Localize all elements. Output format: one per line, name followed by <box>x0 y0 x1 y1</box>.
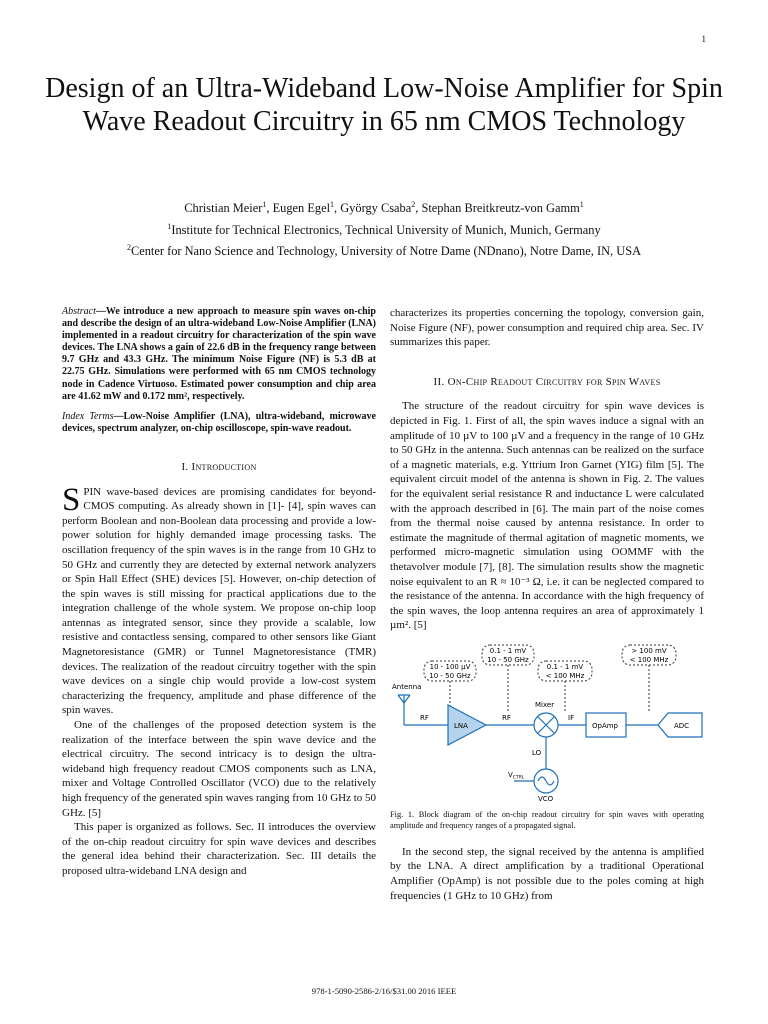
vctrl-label: $V_{CTRL}$ <box>508 770 525 781</box>
range-label: 0.1 - 1 mV <box>489 646 527 655</box>
author-block <box>40 196 728 261</box>
page-number: 1 <box>701 34 706 44</box>
author-name: Eugen Egel <box>272 201 331 216</box>
author-line: Christian Meier$^1$, Eugen Egel$^1$, György Csaba$^2$, Stephan Breitkreutz-von Gamm$^1$ <box>184 200 584 216</box>
paragraph: In the second step, the signal received by the antenna is amplified by the LNA. A direct amplification by a traditional Operational Amplifier (OpAmp) is not possible due to the poles coming at high frequencies (1 GHz to 10 GHz) from <box>390 845 704 902</box>
figure-caption: Fig. 1. Block diagram of the on-chip readout circuitry for spin waves with operating amplitude and frequency ranges of a propagated signal. <box>390 809 704 830</box>
right-column <box>390 306 704 903</box>
lna-label: LNA <box>454 721 468 730</box>
paragraph: One of the challenges of the proposed detection system is the realization of the interface between the spin wave device and the electrical circuitry. The second intricacy is to design the ultra-wideband high frequency readout CMOS components such as LNA, mixer and Voltage Controlled Oscillator (VCO) due to the relatively high frequency of the generated spin waves ranging from 10 GHz to 50 GHz. [5] <box>62 719 377 819</box>
section-heading: II. On-Chip Readout Circuitry for Spin Waves <box>433 375 661 388</box>
block-diagram <box>390 643 704 803</box>
mixer-label: Mixer <box>535 700 555 709</box>
rf-label: RF <box>420 713 429 722</box>
abstract: Abstract—We introduce a new approach to measure spin waves on-chip and describe the design of an ultra-wideband Low-Noise Amplifier (LNA) implemented in a readout circuitry for characterization of the spin wave devices. The LNA shows a gain of 22.6 dB in the frequency range between 9.7 GHz and 43.3 GHz. The minimum Noise Figure (NF) is 5.3 dB at 22.75 GHz. Simulations were performed with 65 nm CMOS technology node in Cadence Virtuoso. Estimated power consumption and chip area are 41.62 mW and 0.172 mm², respectively. <box>62 306 376 402</box>
drop-cap: S <box>62 481 81 518</box>
paragraph: characterizes its properties concerning the topology, conversion gain, Noise Figure (NF), power consumption and required chip area. Sec. IV summarizes this paper. <box>390 307 704 349</box>
copyright-footer: 978-1-5090-2586-2/16/$31.00 2016 IEEE <box>311 986 457 996</box>
author-name: Christian Meier <box>184 201 263 216</box>
range-label: 0.1 - 1 mV <box>546 662 584 671</box>
affiliation-2: $^2$Center for Nano Science and Technology, University of Notre Dame (NDnano), Notre Dame, IN, USA <box>126 243 642 259</box>
range-label: 10 - 100 µV <box>429 662 471 671</box>
vco-label: VCO <box>538 794 554 803</box>
paragraph: The structure of the readout circuitry for spin wave devices is depicted in Fig. 1. First of all, the spin waves induce a signal with an amplitude of 10 µV to 100 µV and a frequency in the range of 10 GHz to 50 GHz in the antenna. Such antennas can be realized on the surface of a magnetic materials, e.g. Yttrium Iron Garnet (YIG) film [5]. The equivalent circuit model of the antenna is shown in Fig. 2. The values for the equivalent serial resistance R and inductance L were calculated with the approach described in [6]. The main part of the noise comes from the thermal noise caused by antenna resistance. In order to estimate the magnitude of thermal agitation of magnetic moments, we performed micro-magnetic simulation using OOMMF with the thetavolver module [7], [8]. The simulation results show the magnetic noise equivalent to an R ≈ 10⁻³ Ω, i.e. it can be neglected compared to the resistance of the antenna. In accordance with the high frequency of the spin waves, the loop antenna requires an area of approximately 1 µm². [5] <box>390 400 704 632</box>
range-label: 10 - 50 GHz <box>487 655 529 664</box>
opamp-label: OpAmp <box>592 721 619 730</box>
range-label: 10 - 50 GHz <box>429 671 471 680</box>
paragraph: This paper is organized as follows. Sec. II introduces the overview of the on-chip readout circuitry for spin wave devices and describes the general idea behind their characterization. Sec. III details the proposed ultra-wideband LNA design and <box>62 821 376 877</box>
paper-title: Design of an Ultra-Wideband Low-Noise Amplifier for Spin Wave Readout Circuitry in 65 nm CMOS Technology <box>45 73 723 137</box>
author-name: György Csaba <box>340 201 412 216</box>
figure-block-diagram <box>390 643 704 803</box>
affiliation-1: $^1$Institute for Technical Electronics, Technical University of Munich, Munich, Germany <box>167 221 601 237</box>
range-label: < 100 MHz <box>545 671 585 680</box>
range-label: > 100 mV <box>631 646 667 655</box>
index-terms: Index Terms—Low-Noise Amplifier (LNA), ultra-wideband, microwave devices, spectrum analyzer, on-chip oscilloscope, spin-wave readout. <box>62 410 376 434</box>
paragraph: SPIN wave-based devices are promising candidates for beyond-CMOS computing. As already shown in [1]- [4], spin waves can perform Boolean and non-Boolean data processing and provide a low-power solution for highly demanded image processing tasks. The oscillation frequency of the spin waves is in the range from 10 GHz to 50 GHz and currently they are detected by external network analyzers or Spin Hall Effect (SHE) devices [5]. However, on-chip detection of the spin waves is still missing for practical applications due to the integration challenge of the whole system. We propose on-chip loop antennas as integrated sensor, since they provide a scalable, low resistive and contactless sensing, compared to other sensors like Giant Magnetoresistance (GMR) or Tunnel Magnetoresistance (TMR) devices. The realization of the readout circuitry together with the spin wave devices on a single chip would provide a low-cost system characterizing the frequency, amplitude and phase difference of the spin waves. <box>62 481 376 717</box>
adc-label: ADC <box>674 721 690 730</box>
if-label: IF <box>568 713 575 722</box>
antenna-icon <box>398 695 410 725</box>
antenna-label: Antenna <box>392 682 422 691</box>
range-label: < 100 MHz <box>629 655 669 664</box>
rf-label: RF <box>502 713 511 722</box>
lo-label: LO <box>532 748 542 757</box>
author-name: Stephan Breitkreutz-von Gamm <box>421 201 580 216</box>
section-heading: I. Introduction <box>181 460 257 473</box>
left-column <box>62 306 376 879</box>
